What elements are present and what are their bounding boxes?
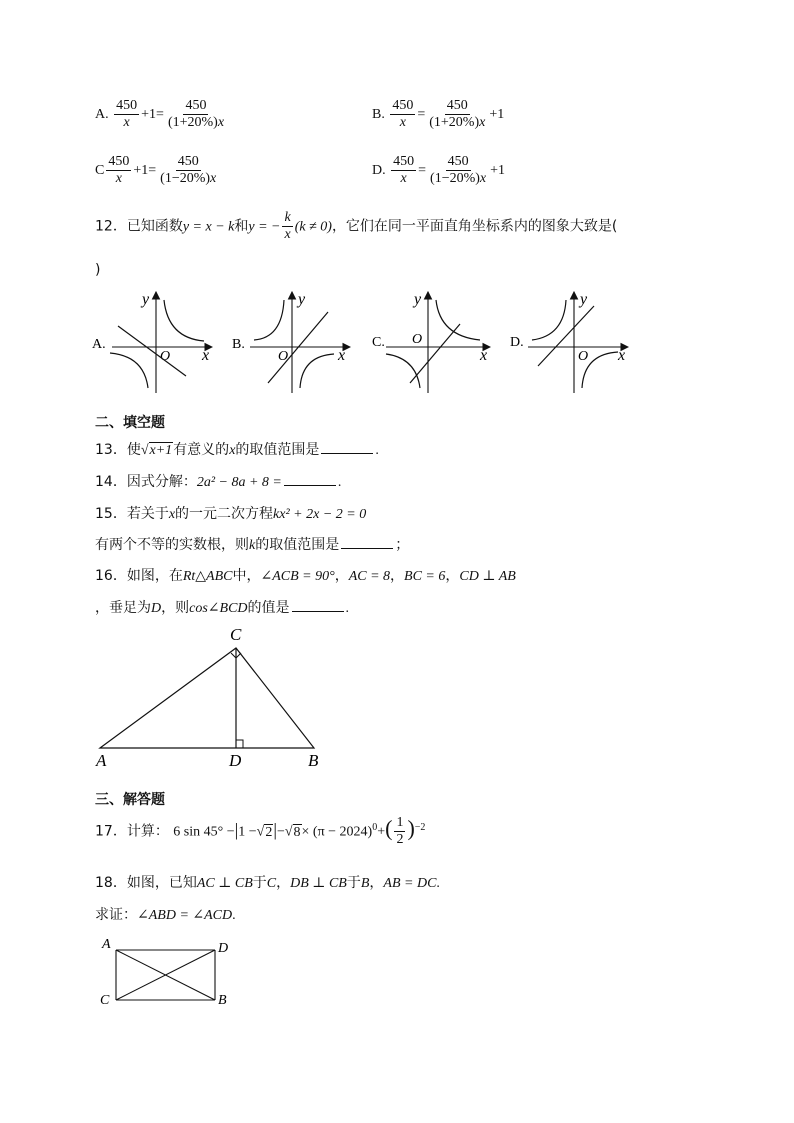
q18-question-line1: 18．如图，已知AC ⊥ CB于C，DB ⊥ CB于B，AB = DC.: [95, 875, 440, 891]
q13-answer-blank[interactable]: [321, 441, 373, 454]
abs-bar-right: |: [273, 819, 277, 840]
graph-c-origin: O: [412, 332, 423, 347]
q11-option-a: A. $\frac{450}{x}$ +1= $\frac{450}{(1+20\%)x}$: [95, 98, 225, 131]
q15-answer-blank[interactable]: [341, 536, 393, 549]
q16-question-line2: ，垂足为D，则cos∠BCD的值是 .: [95, 600, 350, 616]
graph-a-label: A.: [92, 337, 106, 352]
q12-graph-d: [510, 291, 628, 393]
graph-c-label: C.: [372, 335, 385, 350]
graph-a-hyperbola-q3: [110, 353, 148, 388]
q11-option-d: D. $\frac{450}{x}$ = $\frac{450}{(1-20\%)x}$ +1: [372, 154, 506, 187]
graph-b-origin: O: [278, 349, 289, 364]
q11-b-label: B.: [372, 106, 385, 122]
graph-b-hyperbola-q2: [254, 300, 284, 340]
right-angle-mark-d: [236, 740, 243, 748]
graph-a-line: [118, 326, 186, 376]
q11-a-label: A.: [95, 106, 109, 122]
vertex-label-c: C: [230, 625, 242, 644]
q12-close-paren: ): [95, 262, 101, 278]
q17-question: 17．计算： 6 $\sin 45^\circ -|1 -√2|-√8\times (\pi - 2024)^0+$( $\frac{1}{2}$ )$^{-2}$: [95, 815, 426, 848]
abs-bar-left: |: [234, 819, 239, 840]
graph-d-origin: O: [578, 349, 589, 364]
graph-d-label: D.: [510, 335, 524, 350]
q18-prove-line: 求证：∠ABD = ∠ACD.: [95, 907, 236, 923]
graph-a-y-label: y: [142, 291, 150, 308]
graph-a-hyperbola-q1: [164, 300, 204, 341]
triangle-abc: [100, 648, 314, 748]
q11-a-frac-right: $\frac{450}{(1+20\%)x}$: [167, 98, 225, 131]
point-label-c: C: [100, 993, 110, 1008]
q12-graph-c: [372, 291, 490, 393]
section-solve-title: 三、解答题: [95, 792, 165, 808]
q11-c-label: C: [95, 162, 105, 178]
q16-triangle-figure: [90, 622, 340, 772]
q18-figure: [96, 934, 236, 1014]
point-label-a: A: [102, 937, 111, 952]
q11-d-label: D.: [372, 162, 386, 178]
graph-b-hyperbola-q4: [300, 354, 334, 388]
graph-d-y-label: y: [580, 291, 588, 308]
graph-d-x-label: x: [618, 347, 626, 364]
q13-question: 13．使√x+1有意义的x的取值范围是 .: [95, 442, 379, 458]
vertex-label-a: A: [96, 751, 107, 770]
graph-b-y-label: y: [298, 291, 306, 308]
graph-c-y-label: y: [414, 291, 422, 308]
q14-answer-blank[interactable]: [284, 473, 336, 486]
q11-option-b: B. $\frac{450}{x}$ = $\frac{450}{(1+20\%)x}$ +1: [372, 98, 505, 131]
q11-a-frac-left: $\frac{450}{x}$: [116, 98, 138, 131]
graph-c-hyperbola-q3: [386, 354, 420, 388]
q16-question-line1: 16．如图，在Rt△ABC中，∠ACB = 90°，AC = 8，BC = 6，CD ⊥ AB: [95, 568, 516, 584]
point-label-d: D: [218, 941, 229, 956]
vertex-label-d: D: [229, 751, 242, 770]
point-label-b: B: [218, 993, 227, 1008]
graph-c-hyperbola-q1: [436, 300, 480, 340]
q12-graph-b: [232, 291, 350, 393]
q12-graph-a: [92, 291, 212, 393]
graph-b-label: B.: [232, 337, 245, 352]
q12-question: 12．已知函数y = x − k和y = − $\frac{k}{x}$ (k ≠ 0)，它们在同一平面直角坐标系内的图象大致是(: [95, 210, 618, 243]
graph-b-x-label: x: [338, 347, 346, 364]
graph-a-x-label: x: [202, 347, 210, 364]
vertex-label-b: B: [308, 751, 319, 770]
q16-answer-blank[interactable]: [292, 599, 344, 612]
q14-question: 14．因式分解：2a² − 8a + 8 = .: [95, 474, 342, 490]
graph-a-origin: O: [160, 349, 171, 364]
q15-question-line1: 15．若关于x的一元二次方程kx² + 2x − 2 = 0: [95, 506, 367, 522]
q15-question-line2: 有两个不等的实数根，则k的取值范围是 ；: [95, 537, 410, 553]
graph-d-hyperbola-q2: [532, 300, 566, 340]
graph-c-x-label: x: [480, 347, 488, 364]
q11-option-c: C $\frac{450}{x}$ +1= $\frac{450}{(1-20\%)x}$: [95, 154, 217, 187]
section-fill-in-title: 二、填空题: [95, 415, 165, 431]
q12-graphs: [90, 288, 650, 400]
sqrt-symbol: √: [140, 443, 149, 458]
